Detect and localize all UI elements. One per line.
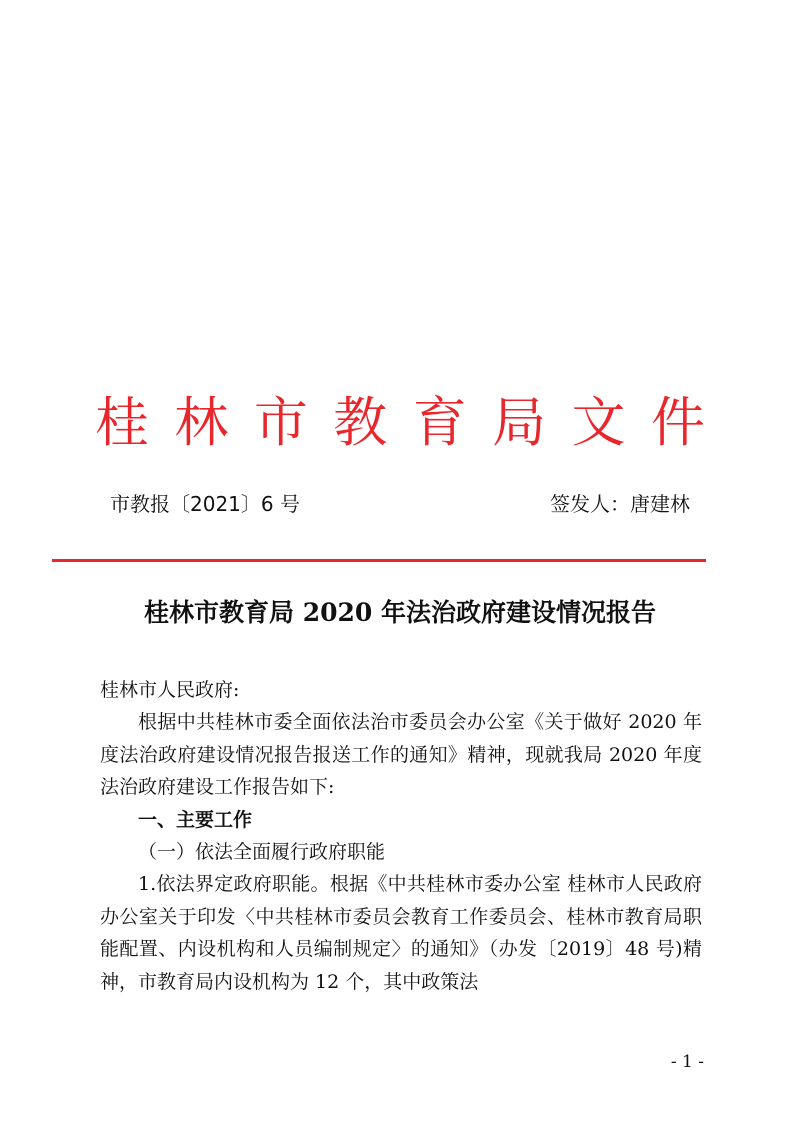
header-title-char: 育 xyxy=(412,391,467,454)
section-heading: 一、主要工作 xyxy=(138,808,253,831)
intro-paragraph: 根据中共桂林市委全面依法治市委员会办公室《关于做好 2020 年度法治政府建设情况报告报送工作的通知》精神，现就我局 2020 年度法治政府建设工作报告如下: xyxy=(100,711,702,799)
header-title-char: 教 xyxy=(333,391,388,454)
header-title-char: 文 xyxy=(571,391,626,454)
report-body xyxy=(100,674,702,998)
report-title: 桂林市教育局 2020 年法治政府建设情况报告 xyxy=(144,598,656,627)
document-header-title xyxy=(95,388,705,458)
subsection-heading: （一）依法全面履行政府职能 xyxy=(138,841,386,864)
signer: 签发人：唐建林 xyxy=(550,492,690,516)
header-title-char: 局 xyxy=(492,391,547,454)
page-number: - 1 - xyxy=(670,1052,704,1072)
salutation: 桂林市人民政府: xyxy=(100,679,240,701)
header-title-char: 市 xyxy=(253,391,308,454)
header-divider xyxy=(52,559,706,562)
header-title-char: 桂 xyxy=(95,391,149,454)
document-number: 市教报〔2021〕6 号 xyxy=(110,492,300,516)
header-title-char: 林 xyxy=(174,391,229,454)
body-paragraph: 1.依法界定政府职能。根据《中共桂林市委办公室 桂林市人民政府办公室关于印发〈中共桂林市委员会教育工作委员会、桂林市教育局职能配置、内设机构和人员编制规定〉的通知》（办发〔2019〕48 号)精神，市教育局内设机构为 12 个，其中政策法 xyxy=(100,873,702,993)
header-title-char: 件 xyxy=(650,391,705,454)
